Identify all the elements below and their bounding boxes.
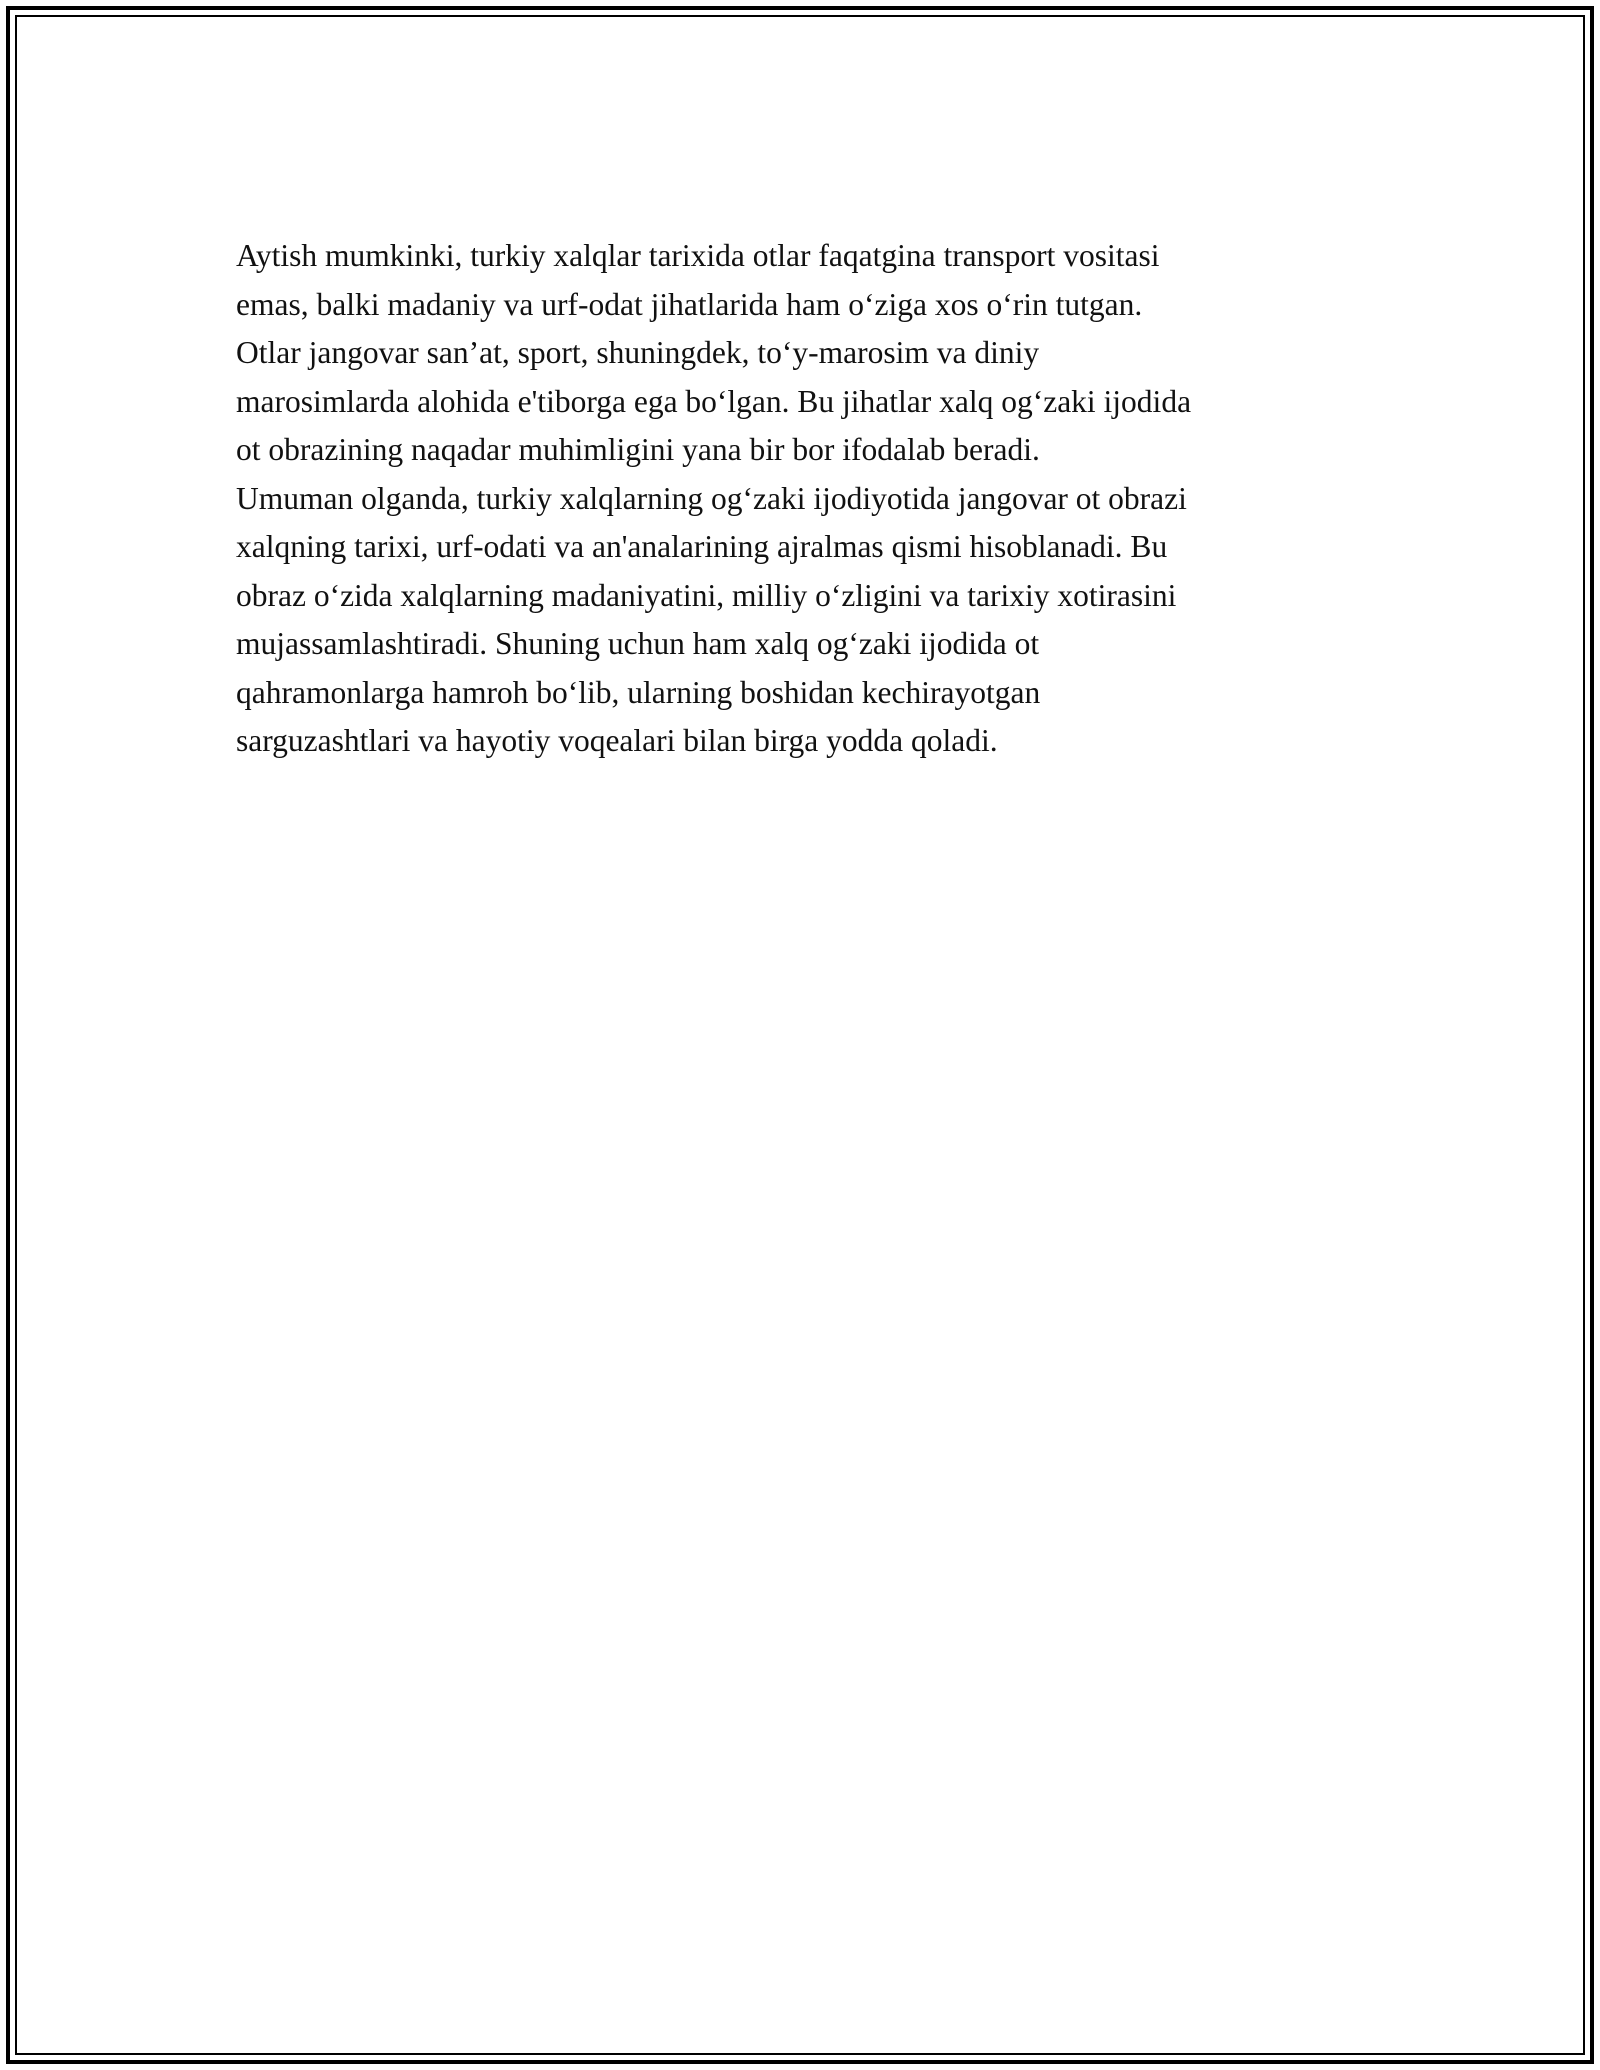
paragraph-line: obraz o‘zida xalqlarning madaniyatini, milliy o‘zligini va tarixiy xotirasini	[236, 577, 1177, 613]
paragraph-line: marosimlarda alohida e'tiborga ega bo‘lgan. Bu jihatlar xalq og‘zaki ijodida	[236, 383, 1192, 419]
paragraph-line: mujassamlashtiradi. Shuning uchun ham xalq og‘zaki ijodida ot	[236, 626, 1040, 661]
paragraph-line: emas, balki madaniy va urf-odat jihatlarida ham o‘ziga xos o‘rin tutgan.	[236, 286, 1143, 322]
paragraph-line: ot obrazining naqadar muhimligini yana bir bor ifodalab beradi.	[236, 432, 1040, 467]
paragraph-line: Umuman olganda, turkiy xalqlarning og‘zaki ijodiyotida jangovar ot obrazi	[236, 480, 1187, 516]
document-body	[236, 232, 1366, 766]
paragraph-line: xalqning tarixi, urf-odati va an'analarining ajralmas qismi hisoblanadi. Bu	[236, 529, 1168, 564]
paragraph-line: Otlar jangovar san’at, sport, shuningdek, to‘y-marosim va diniy	[236, 335, 1040, 370]
paragraph-2	[236, 475, 1366, 766]
paragraph-line: qahramonlarga hamroh bo‘lib, ularning boshidan kechirayotgan	[236, 674, 1041, 710]
paragraph-line: sarguzashtlari va hayotiy voqealari bilan birga yodda qoladi.	[236, 723, 998, 758]
paragraph-line: Aytish mumkinki, turkiy xalqlar tarixida otlar faqatgina transport vositasi	[236, 238, 1160, 273]
paragraph-1	[236, 232, 1366, 475]
